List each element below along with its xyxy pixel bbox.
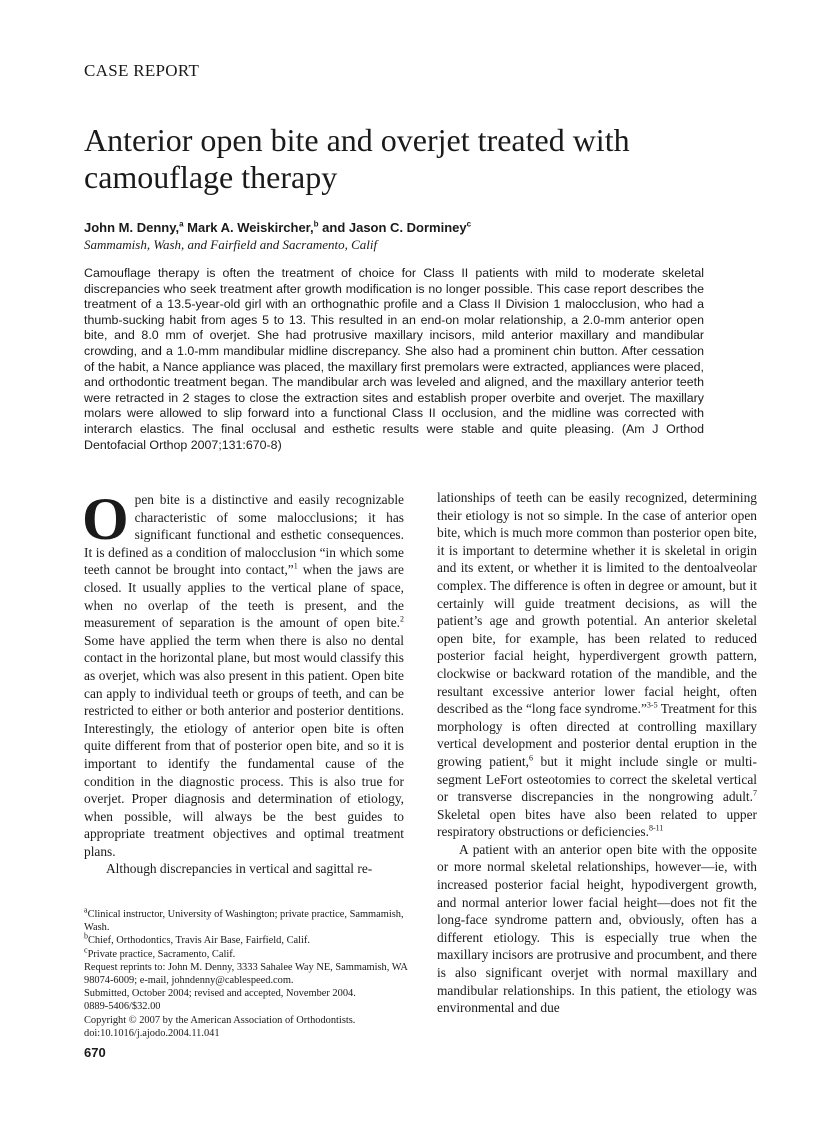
author-mark: a (179, 219, 184, 229)
footnote (84, 931, 409, 947)
text: Treatment for this morphology is often directed at controlling maxillary vertical development and posterior dental eruption in the growing patient, (437, 701, 758, 769)
citation: 6 (528, 753, 533, 763)
author-mark: c (466, 219, 472, 229)
footnote (84, 905, 409, 934)
body-paragraph (82, 486, 404, 860)
text: Some have applied the term when there is also no dental contact in the horizontal plane, but most would classify this as overjet, which was also present in this patient. Open bite can apply to individual teeth or groups of teeth, and can be restricted to either or both anterior and posterior dentitions. Interestingly, the etiology of anterior open bite is often quite different from that of posterior open bite, and so it is important to identify the fundamental cause of the condition in the diagnostic process. This is also true for overjet. Proper diagnosis and determination of etiology, when possible, will always be the best guides to appropriate treatment objectives and optimal treatment plans. (84, 632, 404, 859)
text: lationships of teeth can be easily recognized, determining their etiology is not so simple. In the case of anterior open bite, which is much more common than posterior open bite, it is important to determine whether it is skeletal in origin and its extent, or whether it is limited to the dentoalveolar complex. The difference is often in degree or amount, but it certainly will guide treatment decisions, as will the patient’s age and growth potential. An anterior skeletal open bite, for example, has been related to reduced posterior facial height, hyperdivergent growth pattern, clockwise or backward rotation of the mandible, and the resultant excessive anterior lower facial height, often described as the “long face syndrome.” (437, 490, 757, 717)
drop-cap: O (82, 486, 129, 552)
author-mark: b (313, 219, 319, 229)
text: when the jaws are closed. It usually applies to the vertical plane of space, when no overlap of the teeth is present, and the measurement of separation is the amount of open bite. (84, 562, 404, 631)
citation: 3-5 (646, 700, 658, 710)
text: Skeletal open bites have also been related to upper respiratory obstructions or deficiencies. (437, 806, 757, 840)
author-list (84, 220, 471, 235)
issn: 0889-5406/$32.00 (84, 1001, 161, 1013)
footnote-text: Clinical instructor, University of Washington; private practice, Sammamish, Wash. (84, 909, 404, 934)
body-left-column (82, 486, 404, 878)
section-label: CASE REPORT (84, 61, 200, 80)
text: pen bite is a distinctive and easily recognizable characteristic of some malocclusions; it has significant functional and esthetic consequences. It is defined as a condition of malocclusion “in which some teeth cannot be brought into contact,” (84, 492, 404, 578)
article-title: Anterior open bite and overjet treated with camouflage therapy (84, 122, 630, 195)
submission-info: Submitted, October 2004; revised and accepted, November 2004. (84, 988, 356, 1000)
body-paragraph: Although discrepancies in vertical and sagittal re- (106, 861, 373, 877)
citation: 1 (293, 561, 298, 571)
citation: 8-11 (648, 823, 664, 833)
footnote-text: Private practice, Sacramento, Calif. (87, 948, 236, 960)
author: John M. Denny, (84, 220, 180, 235)
copyright: Copyright © 2007 by the American Association of Orthodontists. (84, 1014, 356, 1026)
affiliation: Sammamish, Wash, and Fairfield and Sacramento, Calif (84, 237, 378, 252)
citation: 7 (753, 788, 757, 798)
author: Mark A. Weiskircher, (183, 220, 314, 235)
footnote-mark: a (84, 905, 88, 915)
footnote-text: Chief, Orthodontics, Travis Air Base, Fairfield, Calif. (88, 935, 310, 947)
footnote (84, 945, 409, 961)
footnotes (84, 905, 409, 1040)
author: and Jason C. Dorminey (318, 220, 467, 235)
text: but it might include single or multi-segment LeFort osteotomies to correct the skeletal vertical or transverse discrepancies in the nongrowing adult. (437, 753, 757, 805)
reprint-info: Request reprints to: John M. Denny, 3333 Sahalee Way NE, Sammamish, WA 98074-6009; e-mail, johndenny@cablespeed.com. (84, 961, 408, 987)
body-right-column (437, 489, 757, 1017)
page-number: 670 (84, 1045, 106, 1060)
body-paragraph: A patient with an anterior open bite with the opposite or more normal skeletal relationships, however—ie, with increased posterior facial height, hypodivergent growth, and normal anterior lower facial height—does not fit the long-face syndrome pattern and, obviously, often has a different etiology. This is especially true when the maxillary incisors are protrusive and procumbent, and there is also significant overjet with normal maxillary and mandibular relationships. In this patient, the etiology was environmental and due (437, 841, 757, 1016)
citation: 2 (400, 614, 404, 624)
body-paragraph (437, 489, 757, 841)
footnote-mark: c (84, 945, 88, 955)
doi: doi:10.1016/j.ajodo.2004.11.041 (84, 1027, 220, 1039)
abstract: Camouflage therapy is often the treatment of choice for Class II patients with mild to moderate skeletal discrepancies who seek treatment after growth modification is no longer possible. This case report describes the treatment of a 13.5-year-old girl with an orthognathic profile and a Class II Division 1 malocclusion, who had a thumb-sucking habit from ages 5 to 13. This resulted in an end-on molar relationship, a 2.0-mm anterior open bite, and 8.0 mm of overjet. She had protrusive maxillary incisors, mild anterior maxillary and mandibular crowding, and a 1.0-mm mandibular midline discrepancy. She also had a prominent chin button. After cessation of the habit, a Nance appliance was placed, the maxillary first premolars were extracted, appliances were placed, and orthodontic treatment began. The mandibular arch was leveled and aligned, and the maxillary anterior teeth were retracted in 2 stages to close the extraction sites and establish proper overbite and overjet. The maxillary molars were allowed to slip forward into a functional Class II occlusion, and the midline was corrected with interarch elastics. The final occlusal and esthetic results were stable and quite pleasing. (Am J Orthod Dentofacial Orthop 2007;131:670-8) (84, 266, 704, 452)
footnote-mark: b (84, 931, 88, 941)
